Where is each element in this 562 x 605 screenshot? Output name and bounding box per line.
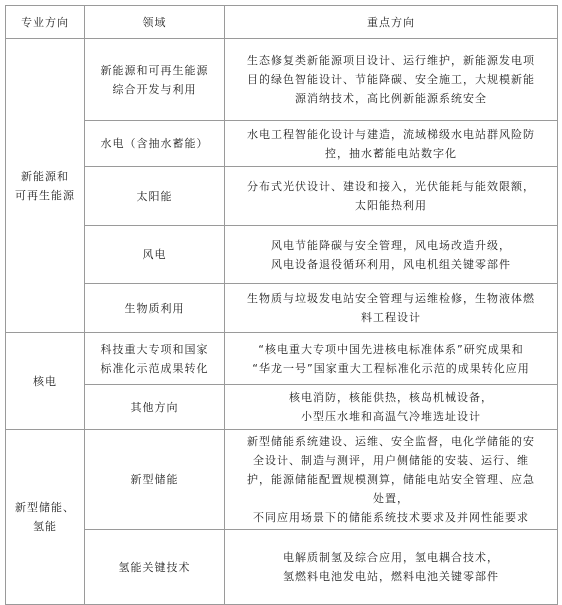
field-cell <box>85 167 225 226</box>
focus-cell <box>225 333 558 385</box>
cell-line: 不同应用场景下的储能系统技术要求及并网性能要求 <box>253 511 529 524</box>
cell-line: 综合开发与利用 <box>112 82 197 96</box>
cell-line: 全设计、制造与测评，用户侧储能的安装、运行、维 <box>253 454 529 467</box>
category-cell <box>6 430 85 605</box>
cell-line: 氢能关键技术 <box>118 560 191 574</box>
cell-line: 其他方向 <box>130 400 179 414</box>
cell-line: 分布式光伏设计、建设和接入，光伏能耗与能效限额， <box>247 180 535 193</box>
cell-line: 处置， <box>373 492 409 505</box>
cell-line: 料工程设计 <box>361 311 421 324</box>
cell-line: 新型储能系统建设、运维、安全监督，电化学储能的安 <box>247 435 535 448</box>
cell-line: 风电 <box>142 248 167 261</box>
table-row <box>6 226 558 284</box>
category-cell <box>6 333 85 430</box>
cell-line: 可再生能源 <box>15 188 75 202</box>
table-row <box>6 430 558 530</box>
field-cell <box>85 121 225 167</box>
header-row <box>6 6 558 39</box>
cell-line: 核电消防，核能供热，核岛机械设备， <box>289 391 493 404</box>
table-row <box>6 333 558 385</box>
cell-line: 太阳能 <box>136 189 173 203</box>
field-cell <box>85 530 225 605</box>
focus-cell <box>225 430 558 530</box>
header-focus: 重点方向 <box>225 6 558 39</box>
cell-line: 核电 <box>33 374 57 388</box>
focus-cell <box>225 385 558 430</box>
cell-line: 太阳能热利用 <box>355 199 427 212</box>
cell-line: 新能源和可再生能源 <box>100 63 209 77</box>
cell-line: 生态修复类新能源项目设计、运行维护，新能源发电项 <box>247 54 535 67</box>
field-cell <box>85 385 225 430</box>
focus-cell <box>225 39 558 121</box>
cell-line: 氢燃料电池发电站，燃料电池关键零部件 <box>283 570 499 583</box>
cell-line: 源消纳技术，高比例新能源系统安全 <box>295 92 487 105</box>
cell-line: 电解质制氢及综合应用，氢电耦合技术， <box>283 551 499 564</box>
cell-line: 风电设备退役循环利用，风电机组关键零部件 <box>271 257 511 271</box>
cell-line: 水电（含抽水蓄能） <box>100 137 209 150</box>
cell-line: 水电工程智能化设计与建造，流域梯级水电站群风险防 <box>247 127 535 141</box>
focus-cell <box>225 121 558 167</box>
cell-line: 目的绿色智能设计、节能降碳、安全施工，大规模新能 <box>247 73 535 86</box>
cell-line: 小型压水堆和高温气冷堆选址设计 <box>301 410 481 423</box>
cell-line: 生物质利用 <box>124 301 185 315</box>
table-header <box>6 6 558 39</box>
table-row <box>6 530 558 605</box>
cell-line: 新能源和 <box>21 169 69 183</box>
focus-cell <box>225 226 558 284</box>
cell-line: 护，能源储能配置规模测算，储能电站安全管理、应急 <box>247 473 535 486</box>
table-row <box>6 121 558 167</box>
field-cell <box>85 226 225 284</box>
focus-cell <box>225 167 558 226</box>
table-row <box>6 385 558 430</box>
cell-line: 生物质与垃圾发电站安全管理与运维检修，生物液体燃 <box>247 292 535 305</box>
table-row <box>6 284 558 333</box>
cell-line: 氢能 <box>33 520 57 533</box>
table-row <box>6 167 558 226</box>
category-cell <box>6 39 85 333</box>
header-direction: 专业方向 <box>6 6 85 39</box>
cell-line: “华龙一号”国家重大工程标准化示范的成果转化应用 <box>252 361 530 375</box>
focus-cell <box>225 530 558 605</box>
cell-line: 科技重大专项和国家 <box>100 342 209 356</box>
field-cell <box>85 284 225 333</box>
table-body <box>6 39 558 605</box>
cell-line: 标准化示范成果转化 <box>100 361 209 375</box>
cell-line: 新型储能、 <box>15 501 75 514</box>
table-row <box>6 39 558 121</box>
cell-line: 新型储能 <box>130 473 179 486</box>
cell-line: “核电重大专项中国先进核电标准体系”研究成果和 <box>258 342 524 356</box>
header-field: 领域 <box>85 6 225 39</box>
cell-line: 控，抽水蓄能电站数字化 <box>325 146 457 160</box>
focus-cell <box>225 284 558 333</box>
field-cell <box>85 430 225 530</box>
field-cell <box>85 333 225 385</box>
cell-line: 风电节能降碳与安全管理，风电场改造升级， <box>271 238 511 252</box>
standards-table <box>5 5 558 605</box>
field-cell <box>85 39 225 121</box>
